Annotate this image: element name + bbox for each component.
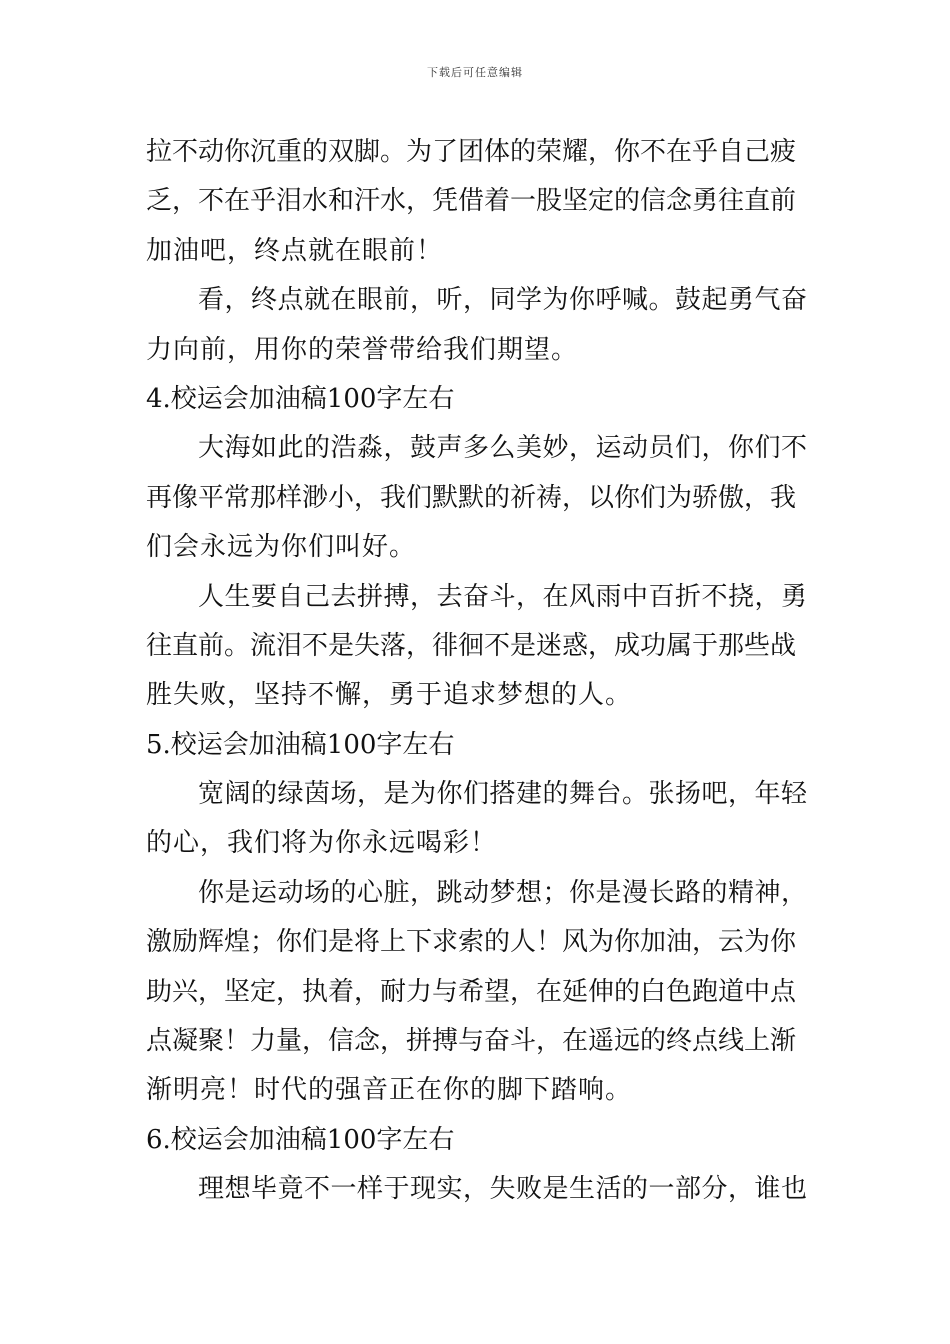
paragraph-line: 助兴，坚定，执着，耐力与希望，在延伸的白色跑道中点 <box>146 976 797 1007</box>
paragraph-line: 点凝聚！力量，信念，拼搏与奋斗，在遥远的终点线上渐 <box>146 1026 797 1057</box>
paragraph-line: 们会永远为你们叫好。 <box>146 532 417 563</box>
paragraph-line: 往直前。流泪不是失落，徘徊不是迷惑，成功属于那些战 <box>146 630 797 661</box>
paragraph-line: 渐明亮！时代的强音正在你的脚下踏响。 <box>146 1075 633 1106</box>
paragraph-line: 人生要自己去拼搏，去奋斗，在风雨中百折不挠，勇 <box>198 581 808 612</box>
paragraph-line: 胜失败，坚持不懈，勇于追求梦想的人。 <box>146 680 633 711</box>
paragraph-line: 加油吧，终点就在眼前！ <box>146 235 444 266</box>
paragraph-line: 的心，我们将为你永远喝彩！ <box>146 828 498 859</box>
paragraph-line: 理想毕竟不一样于现实，失败是生活的一部分，谁也 <box>198 1174 808 1205</box>
paragraph-line: 宽阔的绿茵场，是为你们搭建的舞台。张扬吧，年轻 <box>198 779 808 810</box>
paragraph-line: 力向前，用你的荣誉带给我们期望。 <box>146 334 579 365</box>
paragraph-line: 大海如此的浩淼，鼓声多么美妙，运动员们，你们不 <box>198 433 808 464</box>
paragraph-line: 看，终点就在眼前，听，同学为你呼喊。鼓起勇气奋 <box>198 285 808 316</box>
paragraph-line: 激励辉煌；你们是将上下求索的人！风为你加油，云为你 <box>146 927 797 958</box>
paragraph-line: 乏，不在乎泪水和汗水，凭借着一股坚定的信念勇往直前 <box>146 186 797 217</box>
paragraph-line: 再像平常那样渺小，我们默默的祈祷，以你们为骄傲，我 <box>146 482 797 513</box>
section-heading: 4.校运会加油稿100字左右 <box>146 383 455 414</box>
paragraph-line: 你是运动场的心脏，跳动梦想；你是漫长路的精神， <box>198 877 808 908</box>
section-heading: 5.校运会加油稿100字左右 <box>146 729 455 760</box>
paragraph-line: 拉不动你沉重的双脚。为了团体的荣耀，你不在乎自己疲 <box>146 137 797 167</box>
header-note: 下载后可任意编辑 <box>427 66 523 79</box>
document-body <box>146 128 808 1215</box>
section-heading: 6.校运会加油稿100字左右 <box>146 1124 455 1155</box>
